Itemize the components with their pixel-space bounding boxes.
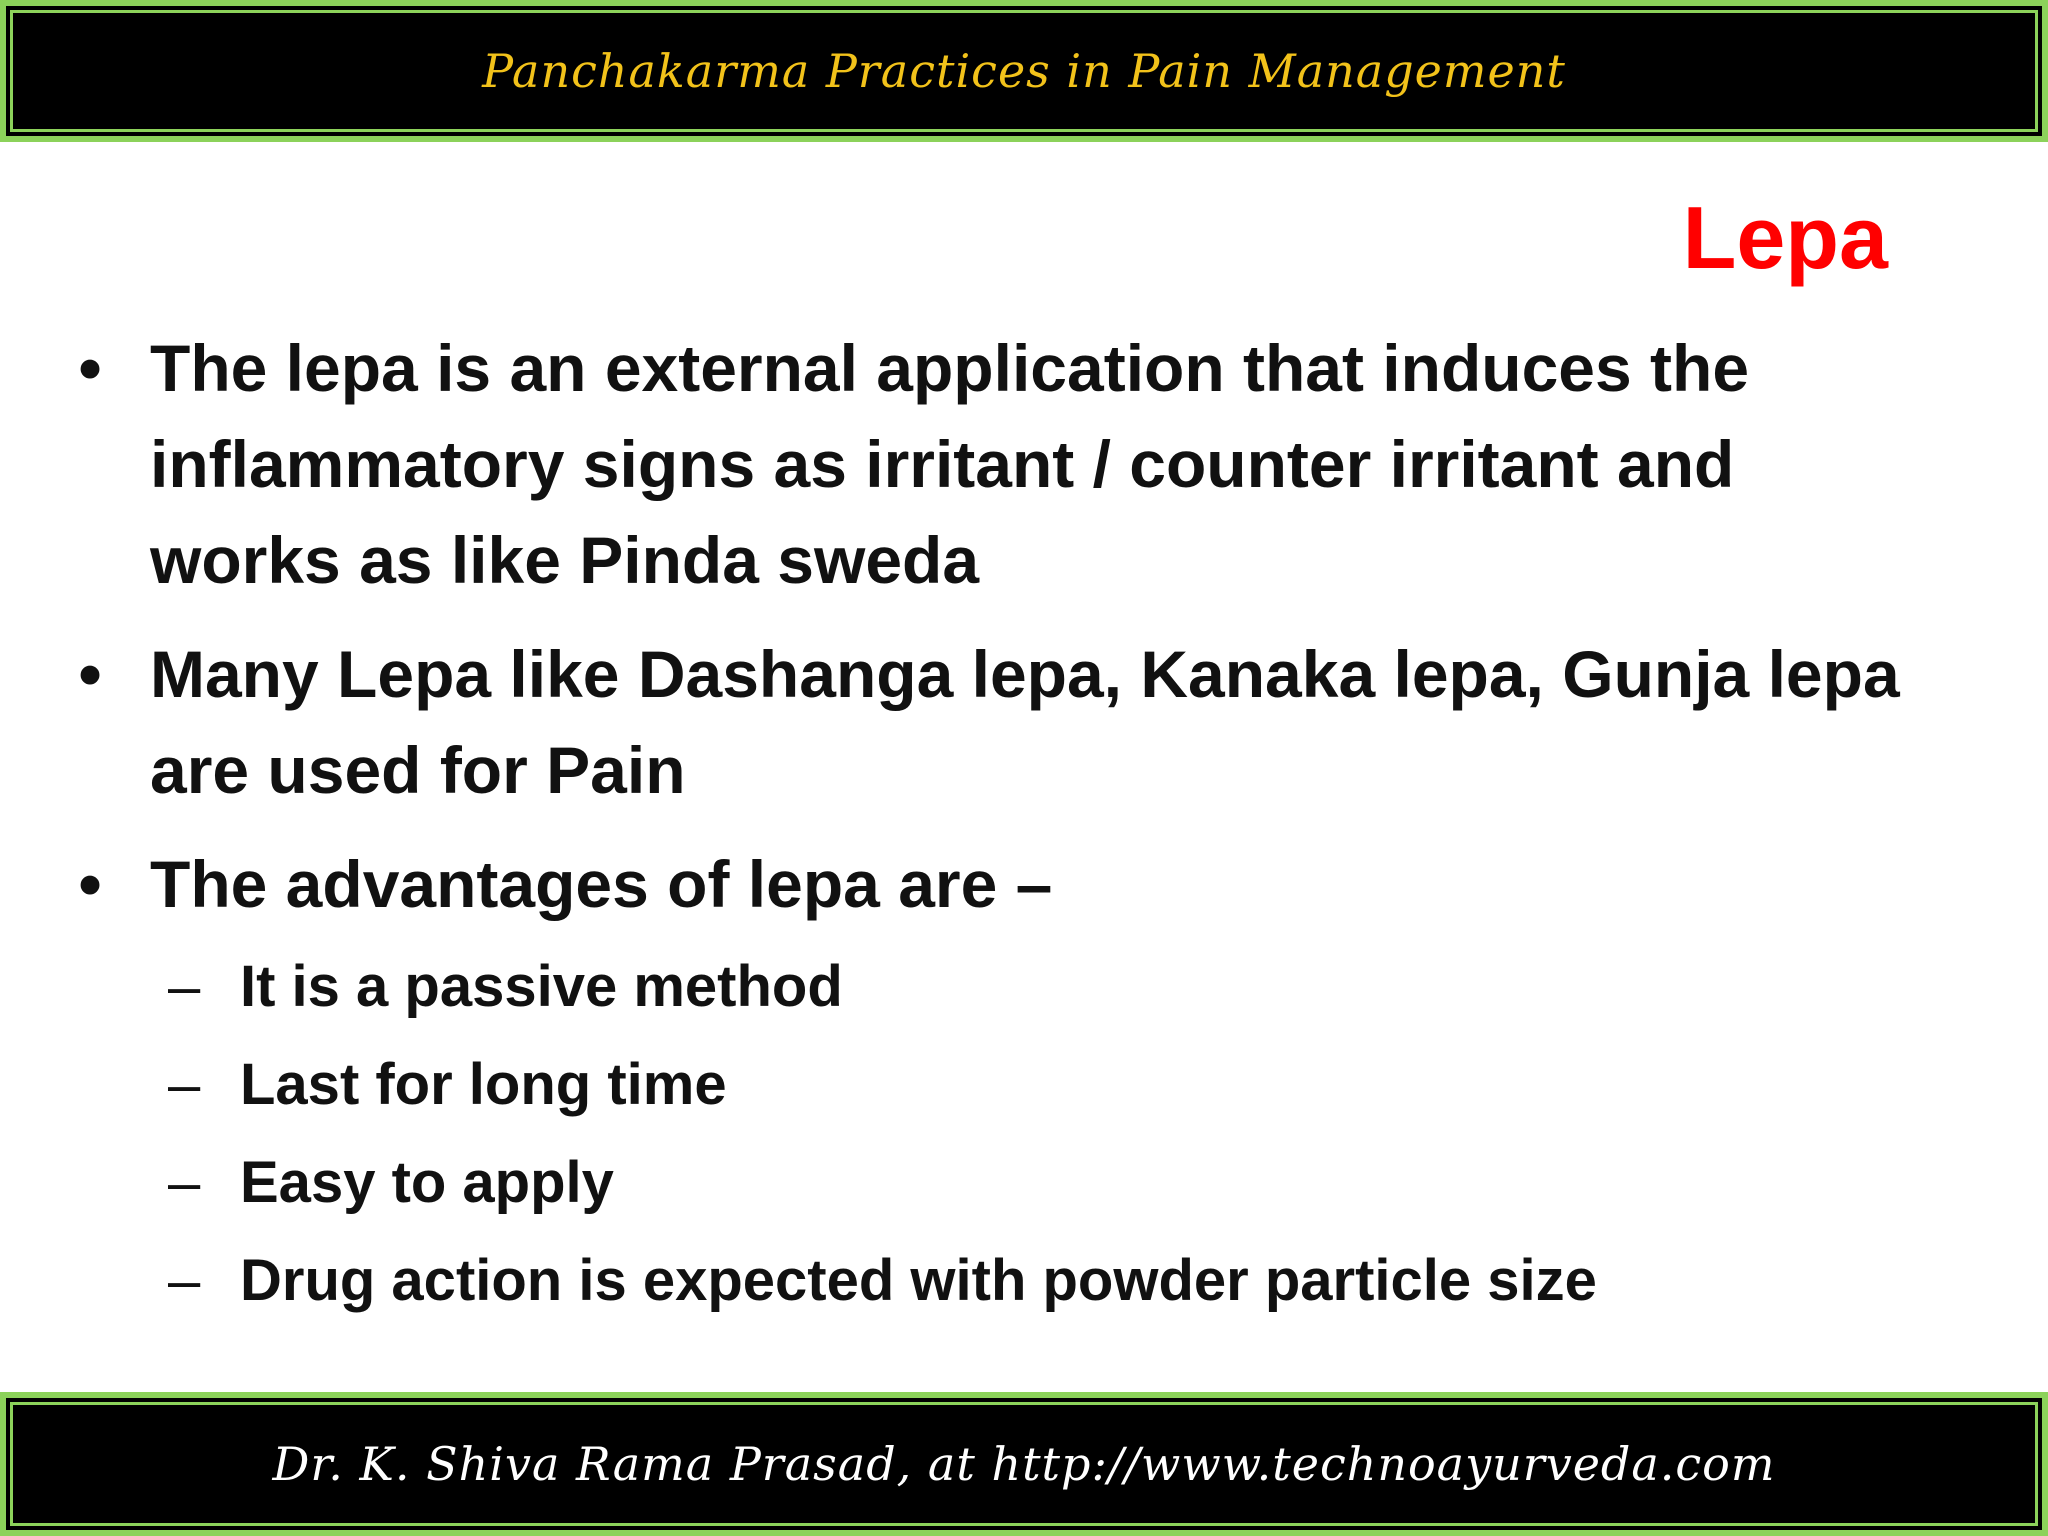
sub-bullet-text: Drug action is expected with powder particle size: [240, 1248, 1597, 1313]
bullet-icon: •: [78, 637, 102, 711]
sub-bullet-item: [150, 1134, 1920, 1232]
bullet-item: [70, 626, 1920, 818]
bullet-item: [70, 836, 1920, 1330]
sub-bullet-text: It is a passive method: [240, 954, 843, 1019]
bullet-text: The advantages of lepa are –: [150, 847, 1053, 921]
slide-title: Lepa: [1682, 188, 1888, 287]
dash-icon: –: [168, 954, 201, 1019]
footer-band: [0, 1392, 2048, 1536]
bullet-list: [70, 320, 1920, 1348]
header-band: [0, 0, 2048, 142]
dash-icon: –: [168, 1248, 201, 1313]
sub-bullet-list: [150, 938, 1920, 1330]
footer-credit: Dr. K. Shiva Rama Prasad, at http://www.technoayurveda.com: [272, 1437, 1776, 1491]
header-title: Panchakarma Practices in Pain Management: [482, 44, 1566, 98]
bullet-text: The lepa is an external application that induces the inflammatory signs as irritant / counter irritant and works as like Pinda sweda: [150, 331, 1750, 597]
sub-bullet-text: Last for long time: [240, 1052, 727, 1117]
sub-bullet-text: Easy to apply: [240, 1150, 614, 1215]
sub-bullet-item: [150, 1036, 1920, 1134]
sub-bullet-item: [150, 938, 1920, 1036]
bullet-icon: •: [78, 331, 102, 405]
dash-icon: –: [168, 1052, 201, 1117]
sub-bullet-item: [150, 1232, 1920, 1330]
dash-icon: –: [168, 1150, 201, 1215]
bullet-text: Many Lepa like Dashanga lepa, Kanaka lepa, Gunja lepa are used for Pain: [150, 637, 1900, 807]
bullet-icon: •: [78, 847, 102, 921]
bullet-item: [70, 320, 1920, 608]
